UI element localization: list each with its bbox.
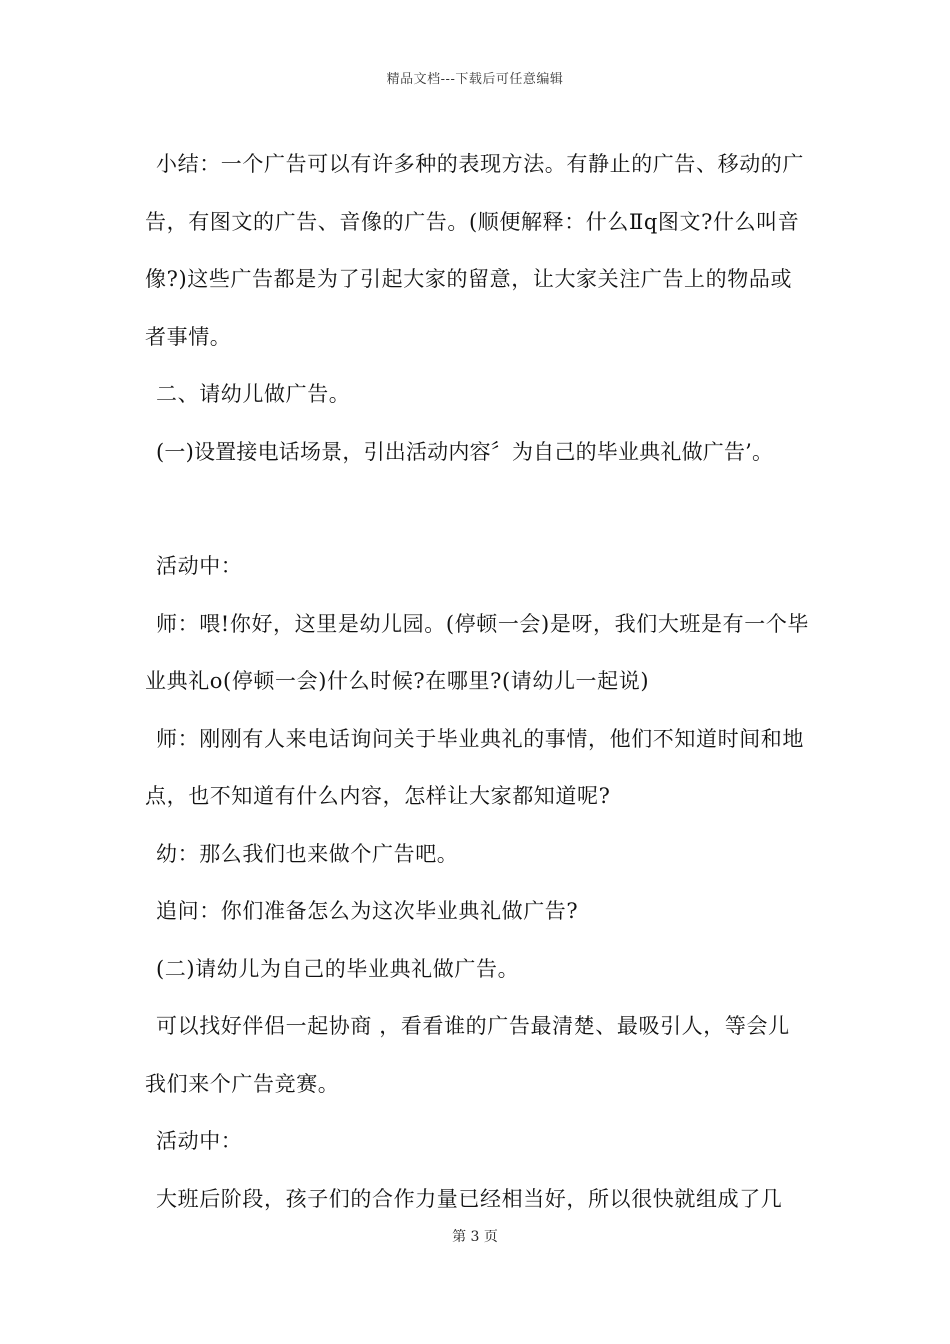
page-header: 精品文档---下载后可任意编辑 — [386, 72, 564, 87]
paragraph-activity-label: 活动中： — [156, 554, 243, 578]
blank-line — [145, 481, 810, 538]
paragraph-follow-up: 追问：你们准备怎么为这次毕业典礼做广告? — [156, 899, 579, 923]
paragraph-step-one: (一)设置接电话场景，引出活动内容〞为自己的毕业典礼做广告’。 — [156, 439, 774, 464]
paragraph-child-answer: 幼：那么我们也来做个广告吧。 — [156, 841, 459, 866]
paragraph-cooperation: 大班后阶段，孩子们的合作力量已经相当好，所以很快就组成了几 — [156, 1186, 783, 1211]
paragraph-activity-label-2: 活动中： — [156, 1129, 243, 1153]
paragraph-teacher-call: 师：喂!你好，这里是幼儿园。(停顿一会)是呀，我们大班是有一个毕业典礼o(停顿一会)什么时候?在哪里?(请幼儿一起说) — [145, 611, 810, 693]
paragraph-teacher-question: 师：刚刚有人来电话询问关于毕业典礼的事情，他们不知道时间和地点，也不知道有什么内容，怎样让大家都知道呢? — [145, 726, 804, 808]
paragraph-summary: 小结：一个广告可以有许多种的表现方法。有静止的广告、移动的广告，有图文的广告、音像的广告。(顺便解释：什么Ⅱq图文?什么叫音像?)这些广告都是为了引起大家的留意，让大家关注广告上的物品或者事情。 — [145, 152, 804, 349]
page-number: 第 3 页 — [452, 1229, 498, 1245]
paragraph-partner-discussion: 可以找好伴侣一起协商 ，看看谁的广告最清楚、最吸引人，等会儿我们来个广告竞赛。 — [145, 1014, 790, 1096]
paragraph-step-two: (二)请幼儿为自己的毕业典礼做广告。 — [156, 956, 520, 981]
document-body — [145, 136, 810, 1228]
paragraph-section-two: 二、请幼儿做广告。 — [156, 382, 351, 406]
